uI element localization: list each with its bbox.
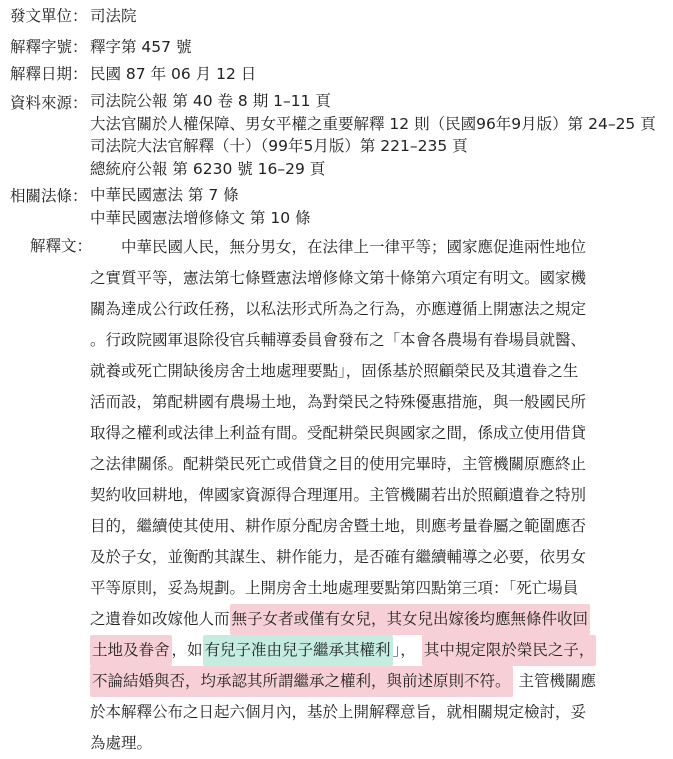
- issuer-value: 司法院: [90, 7, 137, 25]
- interpretation-line: [90, 635, 630, 666]
- highlight-pink: 其中規定限於榮民之子，: [422, 635, 597, 666]
- line-text: ，如: [171, 641, 203, 659]
- highlight-pink: 無子女者或僅有女兒，其女兒出嫁後均應無條件收回: [230, 604, 591, 635]
- source-item: 司法院大法官解釋（十）（99年5月版）第 221–235 頁: [90, 137, 468, 155]
- interpretation-line: 於本解釋公布之日起六個月內，基於上開解釋意旨，就相關規定檢討，妥: [90, 703, 587, 721]
- highlight-pink: 不論結婚與否，均承認其所謂繼承之權利，與前述原則不符。: [90, 666, 513, 697]
- interpretation-line: 之法律關係。配耕榮民死亡或借貸之目的使用完畢時，主管機關原應終止: [90, 455, 587, 473]
- date-value: 民國 87 年 06 月 12 日: [90, 65, 257, 83]
- source-item: 總統府公報 第 6230 號 16–29 頁: [90, 159, 326, 178]
- interpretation-line: 中華民國人民，無分男女，在法律上一律平等；國家應促進兩性地位: [90, 238, 587, 256]
- law-item: 中華民國憲法增修條文 第 10 條: [90, 208, 311, 227]
- line-text: 主管機關應: [518, 672, 597, 690]
- interpretation-line: 為處理。: [90, 734, 153, 752]
- laws-list: [90, 184, 311, 229]
- sources-list: [90, 90, 656, 180]
- interpretation-line: 取得之權利或法律上利益有間。受配耕榮民與國家之間，係成立使用借貸: [90, 424, 587, 442]
- highlight-green: 有兒子准由兒子繼承其權利: [203, 635, 393, 666]
- interpretation-line: 活而設，第配耕國有農場土地，為對榮民之特殊優惠措施，與一般國民所: [90, 393, 587, 411]
- source-item: 大法官關於人權保障、男女平權之重要解釋 12 則（民國96年9月版）第 24–25 頁: [90, 114, 656, 133]
- law-item: 中華民國憲法 第 7 條: [90, 186, 239, 204]
- interpretation-line: 關為達成公行政任務，以私法形式所為之行為，亦應遵循上開憲法之規定: [90, 300, 587, 318]
- number-label: 解釋字號：: [10, 38, 88, 56]
- interpretation-line: [90, 604, 630, 635]
- interpretation-body: [90, 232, 630, 759]
- line-text: 」，: [392, 641, 416, 659]
- interpretation-line: [90, 666, 630, 697]
- interpretation-label: 解釋文：: [30, 237, 93, 255]
- interpretation-line: 契約收回耕地，俾國家資源得合理運用。主管機關若出於照顧遺眷之特別: [90, 486, 587, 504]
- interpretation-line: 之實質平等，憲法第七條暨憲法增修條文第十條第六項定有明文。國家機: [90, 269, 587, 287]
- highlight-pink: 土地及眷舍: [90, 635, 172, 666]
- line-text: 之遺眷如改嫁他人而: [90, 610, 230, 628]
- interpretation-line: 平等原則，妥為規劃。上開房舍土地處理要點第四點第三項：「死亡場員: [90, 579, 579, 597]
- source-item: 司法院公報 第 40 卷 8 期 1–11 頁: [90, 92, 331, 110]
- number-value: 釋字第 457 號: [90, 38, 192, 56]
- laws-label: 相關法條：: [10, 187, 88, 205]
- sources-label: 資料來源：: [10, 94, 88, 112]
- interpretation-line: 。行政院國軍退除役官兵輔導委員會發布之「本會各農場有眷場員就醫、: [90, 331, 587, 349]
- issuer-label: 發文單位：: [10, 7, 88, 25]
- interpretation-line: 目的，繼續使其使用、耕作原分配房舍暨土地，則應考量眷屬之範圍應否: [90, 517, 587, 535]
- date-label: 解釋日期：: [10, 65, 88, 83]
- interpretation-line: 及於子女，並衡酌其謀生、耕作能力，是否確有繼續輔導之必要，依男女: [90, 548, 587, 566]
- interpretation-line: 就養或死亡開缺後房舍土地處理要點」，固係基於照顧榮民及其遺眷之生: [90, 362, 579, 380]
